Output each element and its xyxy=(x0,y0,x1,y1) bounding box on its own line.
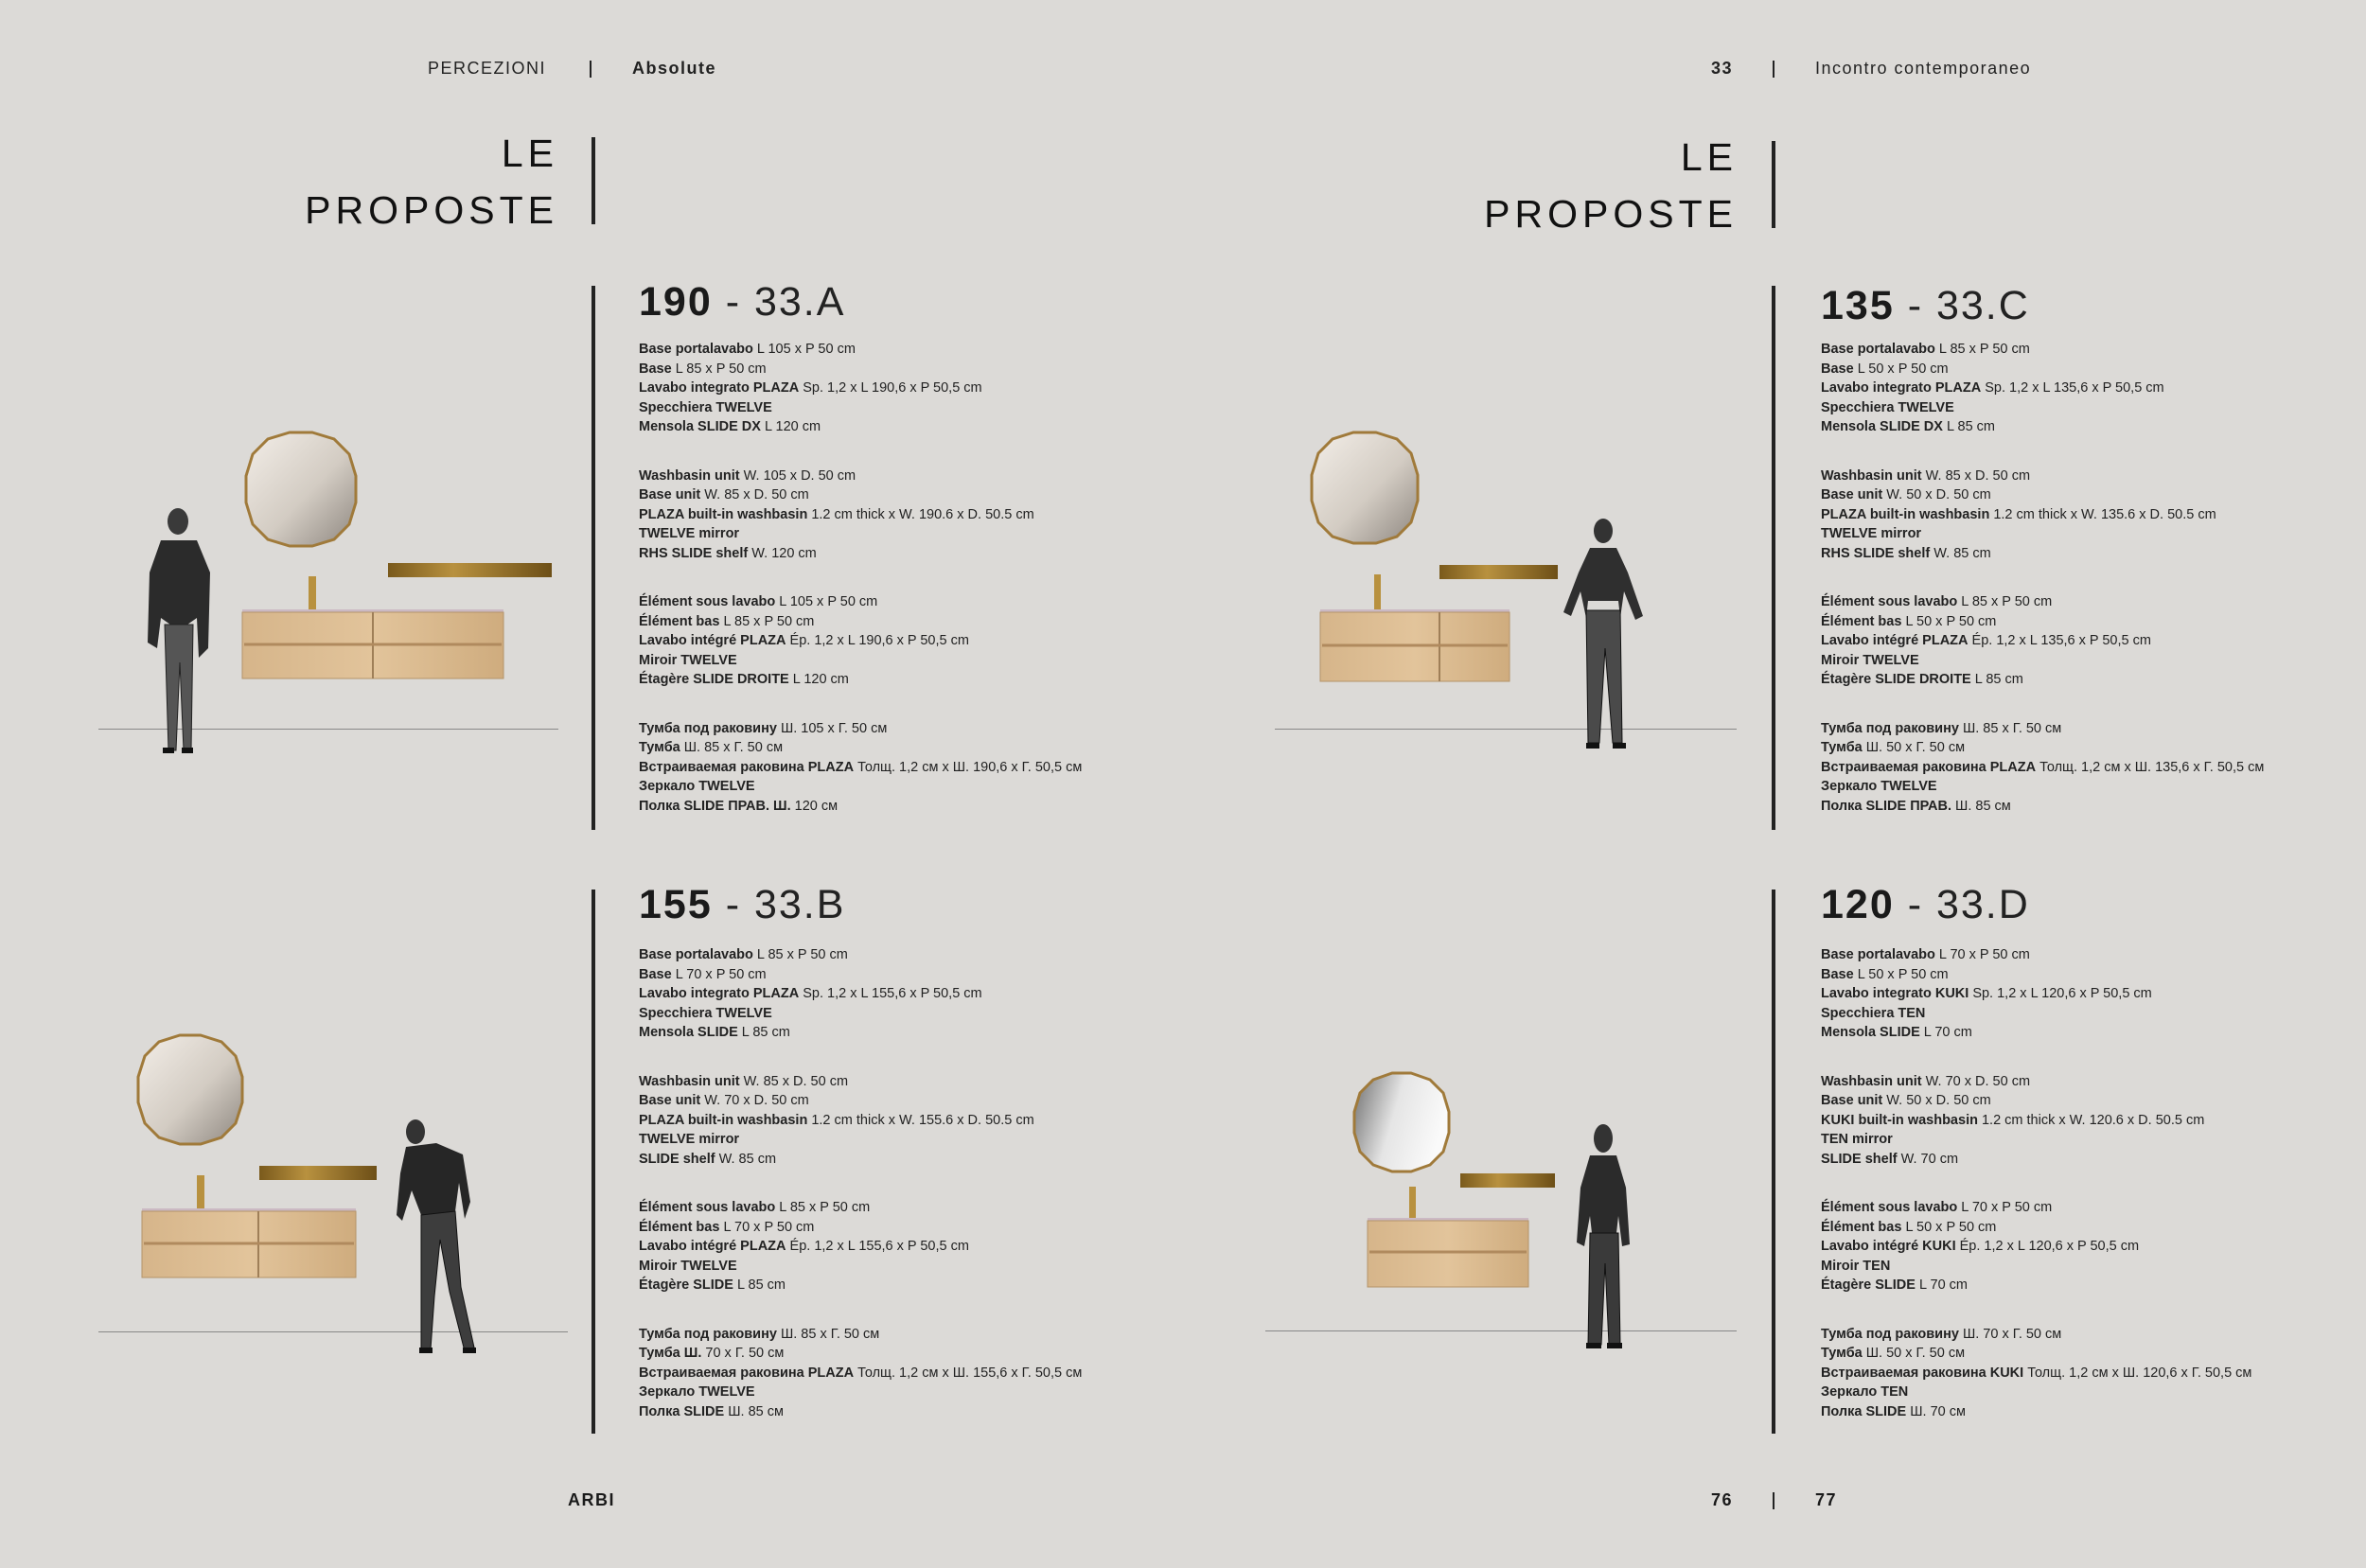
spec-item-name: Élément bas xyxy=(1821,1219,1902,1235)
proposal-specs xyxy=(1821,945,2266,1451)
spec-item-name: Base portalavabo xyxy=(1821,342,1935,357)
spec-group xyxy=(639,1325,1084,1422)
spec-item-name: SLIDE shelf xyxy=(639,1151,715,1167)
spec-line xyxy=(639,1237,1084,1257)
spec-line xyxy=(1821,965,2266,985)
title-divider xyxy=(1772,141,1775,228)
page-title-left xyxy=(227,125,558,238)
spec-item-dimensions: 1.2 cm thick x W. 120.6 x D. 50.5 cm xyxy=(1977,1112,2205,1128)
spec-item-dimensions: Ép. 1,2 x L 155,6 x P 50,5 cm xyxy=(786,1239,969,1254)
spec-item-dimensions: Ш. 70 х Г. 50 см xyxy=(1958,1326,2062,1342)
footer-page-left: 76 xyxy=(1711,1490,1734,1509)
spec-item-name: Miroir TEN xyxy=(1821,1258,1891,1274)
proposal-separator: - xyxy=(1894,882,1936,927)
vanity-190-icon xyxy=(237,431,558,681)
spec-item-dimensions: Ш. 85 х Г. 50 см xyxy=(680,740,784,755)
spec-item-dimensions: Sp. 1,2 x L 155,6 x P 50,5 cm xyxy=(799,986,982,1001)
spec-line xyxy=(639,945,1084,965)
spec-item-name: Élément bas xyxy=(1821,613,1902,629)
spec-item-name: Base portalavabo xyxy=(639,947,753,962)
spec-item-name: TWELVE mirror xyxy=(639,526,740,541)
proposal-width: 120 xyxy=(1821,882,1895,927)
spec-item-name: Étagère SLIDE DROITE xyxy=(639,672,789,687)
spec-line xyxy=(1821,738,2266,758)
spec-line xyxy=(1821,719,2266,739)
header-section: PERCEZIONI xyxy=(428,59,547,78)
spec-item-name: SLIDE shelf xyxy=(1821,1151,1898,1167)
woman-figure-icon xyxy=(1571,1121,1642,1353)
proposal-heading xyxy=(639,882,845,928)
spec-item-name: Lavabo integrato PLAZA xyxy=(639,986,800,1001)
spec-item-dimensions: Ш. 85 х Г. 50 см xyxy=(1958,720,2062,736)
spec-line xyxy=(639,1218,1084,1238)
spec-line xyxy=(1821,1072,2266,1092)
spec-line xyxy=(1821,1130,2266,1150)
spec-line xyxy=(639,1364,1084,1383)
spec-line xyxy=(639,1130,1084,1150)
spec-item-name: Specchiera TWELVE xyxy=(639,399,772,415)
spec-item-name: Specchiera TEN xyxy=(1821,1005,1926,1021)
proposal-heading xyxy=(1821,283,2030,329)
spec-item-name: Зеркало TWELVE xyxy=(1821,779,1937,794)
proposal-separator: - xyxy=(712,882,754,927)
spec-line xyxy=(1821,1402,2266,1422)
spec-line xyxy=(639,758,1084,778)
spec-item-dimensions: Ш. 50 х Г. 50 см xyxy=(1862,1346,1966,1361)
spec-item-dimensions: W. 120 cm xyxy=(748,545,817,561)
spec-line xyxy=(639,612,1084,632)
spec-group xyxy=(639,467,1084,564)
header-separator xyxy=(590,61,592,78)
spec-item-name: Élément sous lavabo xyxy=(639,594,776,609)
spec-item-dimensions: L 85 x P 50 cm xyxy=(671,361,767,377)
spec-item-dimensions: L 85 cm xyxy=(737,1025,790,1040)
proposal-width: 135 xyxy=(1821,283,1895,328)
spec-line xyxy=(1821,1091,2266,1111)
spec-line xyxy=(1821,485,2266,505)
spec-item-name: Зеркало TEN xyxy=(1821,1384,1909,1400)
header-title: Absolute xyxy=(632,59,717,78)
spec-line xyxy=(639,417,1084,437)
page-title-line: PROPOSTE xyxy=(305,188,558,232)
spec-item-name: Specchiera TWELVE xyxy=(1821,399,1954,415)
spec-group xyxy=(1821,340,2266,437)
spec-item-name: Étagère SLIDE xyxy=(639,1277,733,1293)
spec-item-name: TWELVE mirror xyxy=(639,1132,740,1147)
spec-line xyxy=(1821,1257,2266,1277)
vanity-135-icon xyxy=(1306,431,1576,686)
spec-item-dimensions: L 70 cm xyxy=(1915,1277,1968,1293)
spec-item-name: PLAZA built-in washbasin xyxy=(639,506,808,522)
spec-item-dimensions: L 70 cm xyxy=(1919,1025,1972,1040)
spec-item-name: Тумба xyxy=(1821,740,1863,755)
spec-line xyxy=(639,467,1084,486)
page-title-line: LE xyxy=(1680,135,1738,179)
spec-line xyxy=(639,1004,1084,1024)
spec-item-name: Тумба под раковину xyxy=(639,720,777,736)
spec-item-dimensions: L 85 cm xyxy=(733,1277,786,1293)
spec-item-name: Base portalavabo xyxy=(1821,947,1935,962)
spec-item-dimensions: Sp. 1,2 x L 190,6 x P 50,5 cm xyxy=(799,380,982,396)
spec-group xyxy=(1821,467,2266,564)
spec-item-dimensions: L 50 x P 50 cm xyxy=(1853,966,1949,982)
spec-line xyxy=(639,592,1084,612)
spec-item-name: Встраиваемая раковина PLAZA xyxy=(639,1365,855,1381)
spec-item-name: Élément bas xyxy=(639,613,720,629)
spec-line xyxy=(639,1198,1084,1218)
spec-line xyxy=(1821,631,2266,651)
spec-item-dimensions: W. 85 x D. 50 cm xyxy=(700,487,809,502)
proposal-width: 155 xyxy=(639,882,713,927)
spec-item-dimensions: L 70 x P 50 cm xyxy=(671,966,767,982)
spec-group xyxy=(1821,719,2266,817)
proposal-divider xyxy=(1772,286,1775,830)
spec-item-name: Base xyxy=(639,361,672,377)
spec-item-name: Тумба под раковину xyxy=(639,1326,777,1342)
spec-group xyxy=(1821,945,2266,1043)
spec-item-dimensions: L 105 x P 50 cm xyxy=(752,342,856,357)
spec-item-name: Mensola SLIDE DX xyxy=(1821,419,1943,434)
spec-item-dimensions: Ép. 1,2 x L 135,6 x P 50,5 cm xyxy=(1968,633,2151,648)
spec-item-dimensions: L 120 cm xyxy=(788,672,849,687)
spec-item-name: Полка SLIDE xyxy=(1821,1403,1907,1419)
spec-line xyxy=(1821,379,2266,398)
header-chapter-number: 33 xyxy=(1711,59,1734,78)
spec-item-name: Base xyxy=(639,966,672,982)
spec-line xyxy=(1821,612,2266,632)
spec-line xyxy=(1821,1383,2266,1402)
spec-line xyxy=(1821,1004,2266,1024)
spec-line xyxy=(1821,777,2266,797)
spec-item-dimensions: L 50 x P 50 cm xyxy=(1853,361,1949,377)
spec-line xyxy=(1821,398,2266,418)
spec-item-dimensions: 120 см xyxy=(790,798,839,814)
spec-group xyxy=(639,1072,1084,1170)
spec-item-name: Élément sous lavabo xyxy=(1821,1200,1958,1215)
spec-item-name: Base unit xyxy=(1821,1093,1883,1108)
floor-line xyxy=(1265,1330,1737,1331)
spec-item-dimensions: Ш. 50 х Г. 50 см xyxy=(1862,740,1966,755)
page-title-line: PROPOSTE xyxy=(1484,192,1738,236)
spec-item-dimensions: Толщ. 1,2 см х Ш. 155,6 х Г. 50,5 см xyxy=(854,1365,1083,1381)
spec-item-dimensions: W. 50 x D. 50 cm xyxy=(1882,487,1991,502)
proposal-separator: - xyxy=(1894,283,1936,328)
spec-line xyxy=(639,670,1084,690)
spec-line xyxy=(639,505,1084,525)
spec-item-dimensions: W. 85 cm xyxy=(1930,545,1991,561)
spec-item-name: Встраиваемая раковина PLAZA xyxy=(1821,759,2037,775)
spec-line xyxy=(639,777,1084,797)
spec-item-name: Miroir TWELVE xyxy=(1821,652,1919,668)
woman-figure-icon xyxy=(1562,516,1647,757)
spec-line xyxy=(639,984,1084,1004)
proposal-width: 190 xyxy=(639,279,713,325)
spec-line xyxy=(1821,417,2266,437)
spec-line xyxy=(1821,467,2266,486)
spec-line xyxy=(1821,360,2266,379)
spec-item-name: Lavabo intégré KUKI xyxy=(1821,1239,1956,1254)
spec-item-name: RHS SLIDE shelf xyxy=(1821,545,1931,561)
spec-item-name: Washbasin unit xyxy=(639,1073,740,1089)
spec-item-dimensions: L 85 x P 50 cm xyxy=(1957,594,2053,609)
proposal-divider xyxy=(592,890,595,1434)
spec-item-name: KUKI built-in washbasin xyxy=(1821,1112,1978,1128)
spec-item-dimensions: Ш. 70 см xyxy=(1906,1403,1966,1419)
spec-item-dimensions: Ш. 85 см xyxy=(724,1403,784,1419)
proposal-divider xyxy=(1772,890,1775,1434)
spec-item-name: Полка SLIDE ПРАВ. xyxy=(1821,798,1951,814)
spec-item-dimensions: W. 50 x D. 50 cm xyxy=(1882,1093,1991,1108)
proposal-specs xyxy=(1821,340,2266,845)
spec-line xyxy=(639,965,1084,985)
spec-item-name: Base unit xyxy=(639,1093,701,1108)
spec-item-name: Miroir TWELVE xyxy=(639,652,737,668)
footer-page-right: 77 xyxy=(1815,1490,1838,1509)
spec-item-name: Встраиваемая раковина PLAZA xyxy=(639,759,855,775)
spec-item-name: TEN mirror xyxy=(1821,1132,1893,1147)
spec-line xyxy=(1821,758,2266,778)
spec-line xyxy=(1821,592,2266,612)
spec-item-name: Washbasin unit xyxy=(1821,1073,1922,1089)
spec-line xyxy=(639,1344,1084,1364)
spec-item-name: Specchiera TWELVE xyxy=(639,1005,772,1021)
spec-line xyxy=(1821,670,2266,690)
spec-line xyxy=(639,719,1084,739)
spec-item-name: Тумба xyxy=(1821,1346,1863,1361)
floor-line xyxy=(1275,729,1737,730)
title-divider xyxy=(592,137,595,224)
spec-group xyxy=(1821,1198,2266,1295)
spec-line xyxy=(639,485,1084,505)
spec-line xyxy=(1821,1198,2266,1218)
header-chapter-title: Incontro contemporaneo xyxy=(1815,59,2032,78)
spec-item-name: Lavabo intégré PLAZA xyxy=(639,633,786,648)
spec-item-dimensions: Ш. 85 х Г. 50 см xyxy=(776,1326,880,1342)
spec-line xyxy=(639,631,1084,651)
spec-group xyxy=(639,719,1084,817)
spec-item-dimensions: Толщ. 1,2 см х Ш. 120,6 х Г. 50,5 см xyxy=(2023,1365,2252,1381)
spec-line xyxy=(639,1111,1084,1131)
spec-line xyxy=(1821,1218,2266,1238)
spec-item-name: Полка SLIDE xyxy=(639,1403,725,1419)
spec-item-dimensions: W. 70 cm xyxy=(1897,1151,1959,1167)
spec-item-dimensions: 1.2 cm thick x W. 135.6 x D. 50.5 cm xyxy=(1989,506,2216,522)
spec-line xyxy=(1821,1023,2266,1043)
proposal-divider xyxy=(592,286,595,830)
spec-item-name: TWELVE mirror xyxy=(1821,526,1922,541)
spec-line xyxy=(639,379,1084,398)
spec-item-name: Base unit xyxy=(1821,487,1883,502)
spec-line xyxy=(639,544,1084,564)
spec-item-dimensions: W. 85 cm xyxy=(715,1151,777,1167)
spec-line xyxy=(639,1383,1084,1402)
footer-brand: ARBI xyxy=(568,1490,615,1509)
spec-line xyxy=(1821,1237,2266,1257)
spec-item-name: Lavabo intégré PLAZA xyxy=(1821,633,1969,648)
spec-item-name: Étagère SLIDE DROITE xyxy=(1821,672,1971,687)
spec-item-name: Washbasin unit xyxy=(639,467,740,484)
spec-item-name: Lavabo intégré PLAZA xyxy=(639,1239,786,1254)
spec-item-name: RHS SLIDE shelf xyxy=(639,545,749,561)
spec-item-dimensions: Толщ. 1,2 см х Ш. 135,6 х Г. 50,5 см xyxy=(2036,759,2265,775)
header-separator xyxy=(1773,61,1774,78)
spec-item-dimensions: L 70 x P 50 cm xyxy=(1934,947,2030,962)
spec-item-name: Mensola SLIDE xyxy=(639,1025,738,1040)
spec-group xyxy=(639,945,1084,1043)
spec-line xyxy=(1821,544,2266,564)
spec-line xyxy=(1821,984,2266,1004)
spec-line xyxy=(639,1276,1084,1295)
spec-line xyxy=(639,340,1084,360)
spec-item-name: Полка SLIDE ПРАВ. Ш. xyxy=(639,798,791,814)
spec-item-name: Тумба под раковину xyxy=(1821,1326,1959,1342)
spec-item-dimensions: W. 85 x D. 50 cm xyxy=(1921,467,2031,484)
spec-item-name: Зеркало TWELVE xyxy=(639,1384,755,1400)
spec-item-dimensions: L 85 cm xyxy=(1942,419,1995,434)
proposal-specs xyxy=(639,340,1084,845)
spec-line xyxy=(1821,1276,2266,1295)
spec-item-dimensions: Sp. 1,2 x L 135,6 x P 50,5 cm xyxy=(1981,380,2164,396)
spec-item-name: Base unit xyxy=(639,487,701,502)
spec-item-name: Mensola SLIDE DX xyxy=(639,419,761,434)
footer-separator xyxy=(1773,1492,1774,1509)
spec-item-name: Washbasin unit xyxy=(1821,467,1922,484)
spec-item-name: Lavabo integrato KUKI xyxy=(1821,986,1969,1001)
spec-item-dimensions: L 70 x P 50 cm xyxy=(719,1219,815,1235)
spec-item-dimensions: Ép. 1,2 x L 120,6 x P 50,5 cm xyxy=(1955,1239,2140,1254)
spec-item-name: Зеркало TWELVE xyxy=(639,779,755,794)
page-title-line: LE xyxy=(501,132,558,175)
spec-line xyxy=(639,524,1084,544)
spec-item-name: Élément sous lavabo xyxy=(1821,594,1958,609)
spec-item-name: Base xyxy=(1821,361,1854,377)
spec-item-name: Тумба xyxy=(639,740,680,755)
spec-group xyxy=(1821,592,2266,690)
spec-item-name: Тумба под раковину xyxy=(1821,720,1959,736)
floor-line xyxy=(98,1331,568,1332)
spec-item-name: Élément sous lavabo xyxy=(639,1200,776,1215)
spec-line xyxy=(639,1150,1084,1170)
spec-line xyxy=(1821,1150,2266,1170)
spec-item-dimensions: L 120 cm xyxy=(760,419,821,434)
spec-item-dimensions: Ép. 1,2 x L 190,6 x P 50,5 cm xyxy=(786,633,969,648)
vanity-155-icon xyxy=(132,1033,388,1289)
spec-item-name: Тумба Ш. xyxy=(639,1346,702,1361)
spec-item-dimensions: Sp. 1,2 x L 120,6 x P 50,5 cm xyxy=(1969,986,2152,1001)
spec-item-name: PLAZA built-in washbasin xyxy=(639,1112,808,1128)
vanity-120-icon xyxy=(1349,1071,1595,1291)
spec-line xyxy=(1821,524,2266,544)
proposal-separator: - xyxy=(712,279,754,325)
spec-item-name: Встраиваемая раковина KUKI xyxy=(1821,1365,2024,1381)
proposal-code: 33.C xyxy=(1935,283,2030,328)
spec-line xyxy=(639,1091,1084,1111)
spec-line xyxy=(639,1325,1084,1345)
spec-item-name: Étagère SLIDE xyxy=(1821,1277,1916,1293)
spec-line xyxy=(1821,1364,2266,1383)
spec-line xyxy=(1821,945,2266,965)
spec-item-name: Mensola SLIDE xyxy=(1821,1025,1920,1040)
spec-line xyxy=(1821,505,2266,525)
spec-item-dimensions: L 85 x P 50 cm xyxy=(752,947,848,962)
spec-line xyxy=(1821,1344,2266,1364)
spec-line xyxy=(639,797,1084,817)
spec-line xyxy=(1821,1325,2266,1345)
proposal-code: 33.A xyxy=(753,279,846,325)
spec-line xyxy=(639,398,1084,418)
spec-item-name: Élément bas xyxy=(639,1219,720,1235)
spec-group xyxy=(639,1198,1084,1295)
spec-line xyxy=(1821,651,2266,671)
spec-item-dimensions: W. 105 x D. 50 cm xyxy=(739,467,856,484)
spec-line xyxy=(639,1072,1084,1092)
spec-item-dimensions: 70 х Г. 50 см xyxy=(701,1346,785,1361)
spec-group xyxy=(1821,1072,2266,1170)
spec-item-name: Miroir TWELVE xyxy=(639,1258,737,1274)
man-figure-icon xyxy=(142,506,218,757)
spec-item-dimensions: L 85 x P 50 cm xyxy=(775,1200,871,1215)
spec-group xyxy=(1821,1325,2266,1422)
spec-item-dimensions: W. 70 x D. 50 cm xyxy=(1921,1073,2031,1089)
spec-line xyxy=(1821,797,2266,817)
spec-line xyxy=(639,1257,1084,1277)
spec-item-name: Lavabo integrato PLAZA xyxy=(639,380,800,396)
spec-item-dimensions: Толщ. 1,2 см х Ш. 190,6 х Г. 50,5 см xyxy=(854,759,1083,775)
proposal-heading xyxy=(1821,882,2030,928)
spec-item-dimensions: L 85 x P 50 cm xyxy=(1934,342,2030,357)
spec-item-name: Lavabo integrato PLAZA xyxy=(1821,380,1982,396)
proposal-code: 33.D xyxy=(1935,882,2030,927)
spec-item-dimensions: L 70 x P 50 cm xyxy=(1957,1200,2053,1215)
spec-line xyxy=(639,1023,1084,1043)
spec-line xyxy=(639,360,1084,379)
spec-line xyxy=(639,1402,1084,1422)
spec-item-dimensions: L 85 x P 50 cm xyxy=(719,613,815,629)
spec-item-dimensions: 1.2 cm thick x W. 155.6 x D. 50.5 cm xyxy=(807,1112,1034,1128)
spec-line xyxy=(1821,1111,2266,1131)
page-title-right xyxy=(1406,129,1738,242)
spec-item-dimensions: Ш. 105 х Г. 50 см xyxy=(776,720,888,736)
spec-line xyxy=(639,738,1084,758)
spec-line xyxy=(1821,340,2266,360)
spec-item-name: Base xyxy=(1821,966,1854,982)
spec-item-dimensions: W. 85 x D. 50 cm xyxy=(739,1073,849,1089)
spec-item-dimensions: L 85 cm xyxy=(1970,672,2023,687)
spec-line xyxy=(639,651,1084,671)
proposal-specs xyxy=(639,945,1084,1451)
spec-item-dimensions: L 50 x P 50 cm xyxy=(1901,613,1997,629)
spec-item-dimensions: W. 70 x D. 50 cm xyxy=(700,1093,809,1108)
proposal-code: 33.B xyxy=(753,882,846,927)
spec-item-dimensions: 1.2 cm thick x W. 190.6 x D. 50.5 cm xyxy=(807,506,1034,522)
spec-item-name: PLAZA built-in washbasin xyxy=(1821,506,1990,522)
spec-item-dimensions: L 105 x P 50 cm xyxy=(775,594,878,609)
spec-item-name: Base portalavabo xyxy=(639,342,753,357)
man-figure-icon xyxy=(393,1117,497,1363)
spec-group xyxy=(639,340,1084,437)
spec-group xyxy=(639,592,1084,690)
spec-item-dimensions: Ш. 85 см xyxy=(1951,798,2011,814)
spec-item-dimensions: L 50 x P 50 cm xyxy=(1901,1219,1997,1235)
proposal-heading xyxy=(639,279,845,326)
